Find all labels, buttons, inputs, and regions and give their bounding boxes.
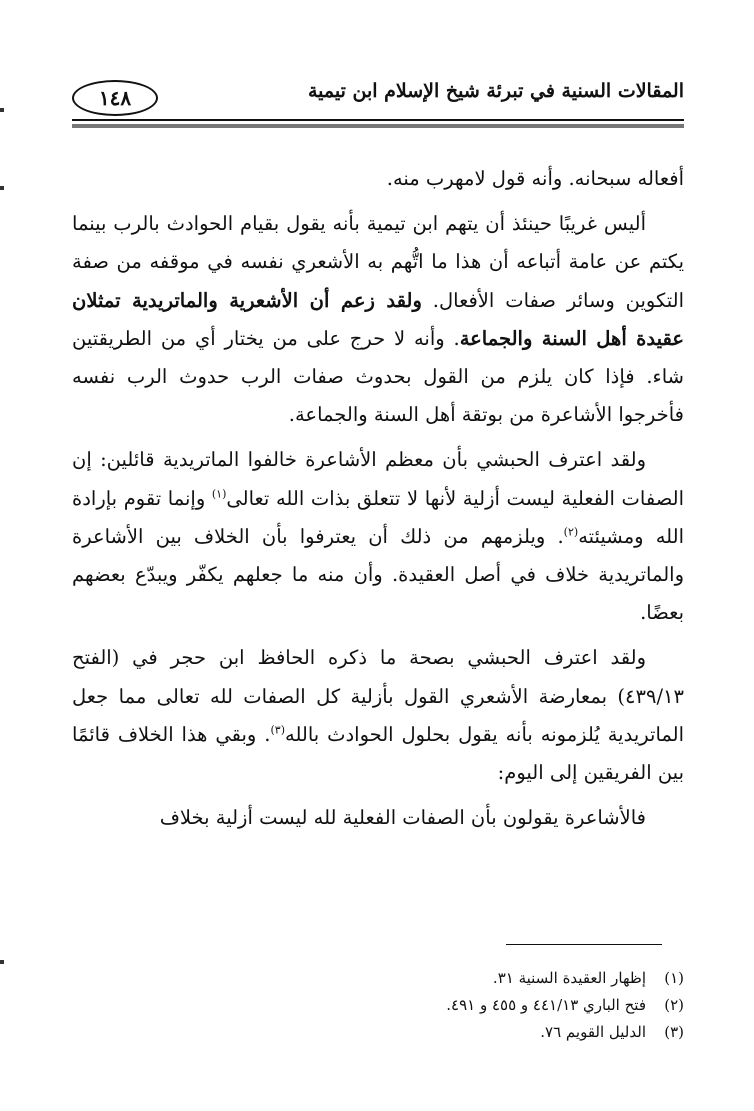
text-segment: وإنما تقوم بإرادة الله ومشيئته bbox=[72, 486, 684, 548]
body-text bbox=[72, 160, 684, 837]
page-number: ١٤٨ bbox=[72, 80, 158, 116]
scan-edge-mark bbox=[0, 186, 4, 190]
footnote-ref: (٢) bbox=[563, 525, 579, 539]
scan-edge-mark bbox=[0, 108, 4, 112]
text-segment: أفعاله سبحانه. وأنه قول لامهرب منه. bbox=[386, 167, 684, 190]
footnote-number: (٢) bbox=[664, 996, 684, 1014]
footnote-ref: (١) bbox=[211, 487, 227, 501]
footnote-number: (٣) bbox=[664, 1023, 684, 1041]
footnote-ref: (٣) bbox=[270, 723, 285, 737]
paragraph bbox=[72, 441, 684, 632]
text-segment: أليس غريبًا حينئذ أن يتهم ابن تيمية بأنه يقول بقيام الحوادث بالرب بينما يكتم عن عامة أتباعه أن هذا ما اتُّهم به الأشعري نفسه في موقفه من صفة التكوين وسائر صفات الأفعال. bbox=[72, 212, 684, 312]
footnote bbox=[72, 1019, 684, 1046]
header-rule-thin bbox=[72, 119, 684, 121]
page-header bbox=[72, 80, 684, 120]
paragraph bbox=[72, 639, 684, 792]
text-segment: . وبقي هذا الخلاف قائمًا بين الفريقين إلى اليوم: bbox=[72, 722, 684, 785]
footnote-text: إظهار العقيدة السنية ٣١. bbox=[492, 969, 646, 987]
paragraph bbox=[72, 160, 684, 198]
footnote-separator bbox=[506, 944, 662, 945]
footnote bbox=[72, 965, 684, 992]
scan-edge-mark bbox=[0, 960, 4, 964]
header-rule-thick bbox=[72, 124, 684, 128]
footnote-text: فتح الباري ٤٤١/١٣ و ٤٥٥ و ٤٩١. bbox=[446, 996, 646, 1014]
running-title: المقالات السنية في تبرئة شيخ الإسلام ابن تيمية bbox=[307, 80, 684, 102]
footnote bbox=[72, 992, 684, 1019]
footnote-text: الدليل القويم ٧٦. bbox=[540, 1023, 646, 1041]
text-segment: فالأشاعرة يقولون بأن الصفات الفعلية لله ليست أزلية بخلاف bbox=[159, 806, 646, 830]
footnotes bbox=[72, 965, 684, 1046]
paragraph bbox=[72, 205, 684, 434]
text-segment: ولقد اعترف الحبشي بصحة ما ذكره الحافظ ابن حجر في (الفتح ٤٣٩/١٣) بمعارضة الأشعري القول بأزلية كل الصفات لله تعالى مما جعل الماتريدية يُلزمونه بأنه يقول بحلول الحوادث بالله bbox=[72, 646, 685, 746]
text-segment: . ويلزمهم من ذلك أن يعترفوا بأن الخلاف بين الأشاعرة والماتريدية خلاف في أصل العقيدة. وأن منه ما جعلهم يكفّر ويبدّع بعضهم بعضًا. bbox=[72, 524, 684, 625]
footnote-number: (١) bbox=[664, 969, 684, 987]
text-segment: . وأنه لا حرج على من يختار أي من الطريقتين شاء. فإذا كان يلزم من القول بحدوث صفات الرب حدوث الرب نفسه فأخرجوا الأشاعرة من بوتقة أهل السنة والجماعة. bbox=[72, 326, 684, 427]
bold-text: ولقد زعم أن الأشعرية والماتريدية تمثلان عقيدة أهل السنة والجماعة bbox=[72, 288, 684, 350]
text-segment: ولقد اعترف الحبشي بأن معظم الأشاعرة خالفوا الماتريدية قائلين: إن الصفات الفعلية ليست أزلية لأنها لا تتعلق بذات الله تعالى bbox=[72, 448, 684, 510]
paragraph bbox=[72, 799, 684, 837]
